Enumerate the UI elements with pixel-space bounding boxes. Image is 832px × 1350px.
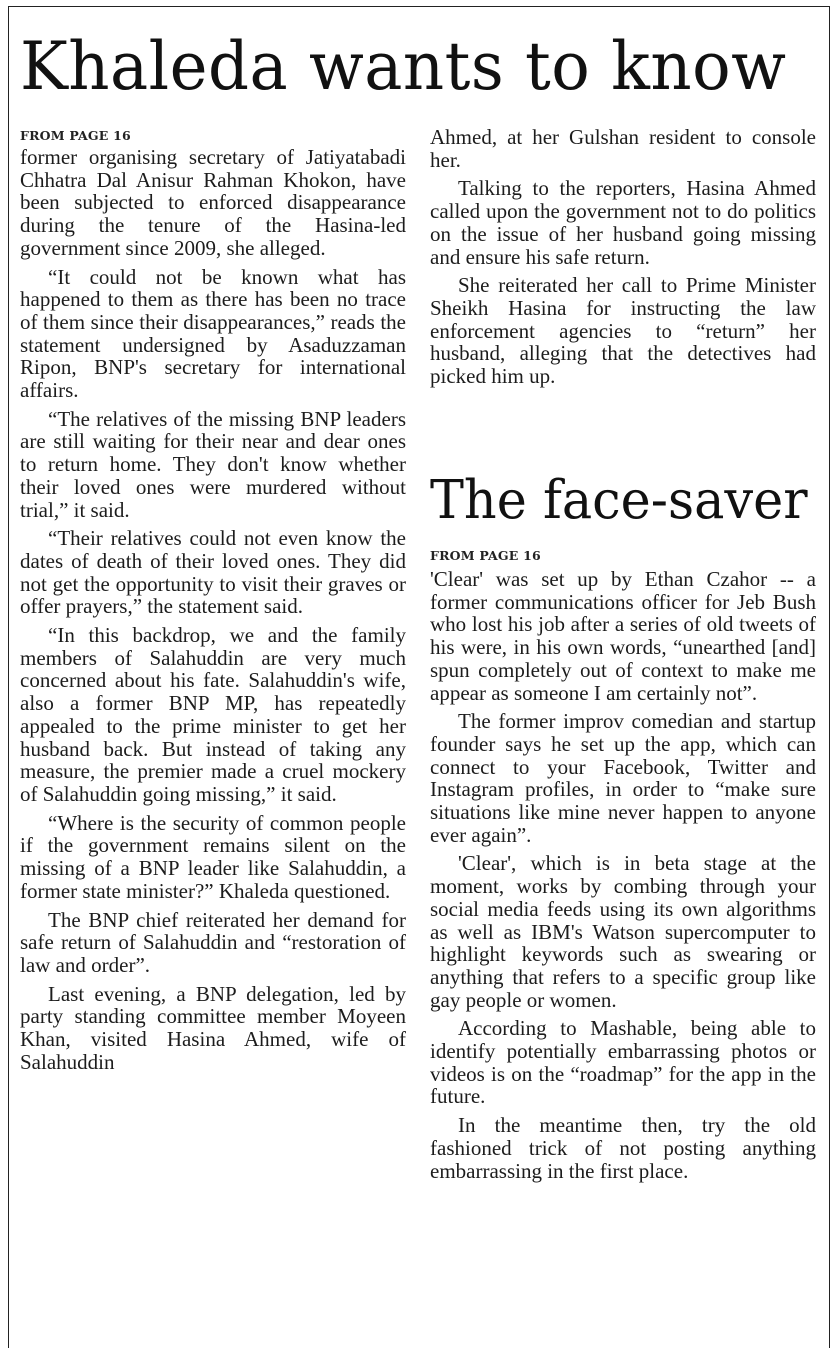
paragraph: She reiterated her call to Prime Minister Sheikh Hasina for instructing the law enforcement agencies to “return” her husband, alleging that the detectives had picked him up.: [430, 273, 816, 389]
paragraph: According to Mashable, being able to identify potentially embarrassing photos or videos is on the “roadmap” for the app in the future.: [430, 1016, 816, 1109]
article1-column-left: [20, 146, 406, 1346]
paragraph: “Their relatives could not even know the dates of death of their loved ones. They did not get the opportunity to visit their graves or offer prayers,” the statement said.: [20, 526, 406, 619]
headline-khaleda: Khaleda wants to know: [20, 28, 787, 105]
kicker-from-page-16: FROM PAGE 16: [20, 128, 131, 143]
article1-column-right: [430, 126, 816, 461]
kicker-from-page-16: FROM PAGE 16: [430, 548, 541, 563]
headline-face-saver: The face-saver: [430, 470, 808, 531]
paragraph: former organising secretary of Jatiyatabadi Chhatra Dal Anisur Rahman Khokon, have been subjected to enforced disappearance during the tenure of the Hasina-led government since 2009, she alleged.: [20, 146, 406, 260]
paragraph: “It could not be known what has happened to them as there has been no trace of them since their disappearances,” reads the statement undersigned by Asaduzzaman Ripon, BNP's secretary for international affairs.: [20, 264, 406, 403]
paragraph: Last evening, a BNP delegation, led by party standing committee member Moyeen Khan, visited Hasina Ahmed, wife of Salahuddin: [20, 981, 406, 1074]
paragraph: Ahmed, at her Gulshan resident to console her.: [430, 126, 816, 172]
paragraph: “The relatives of the missing BNP leaders are still waiting for their near and dear ones to return home. They don't know whether their loved ones were murdered without trial,” it said.: [20, 406, 406, 522]
paragraph: 'Clear' was set up by Ethan Czahor -- a former communications officer for Jeb Bush who lost his job after a series of old tweets of his were, in his own words, “unearthed [and] spun completely out of context to make me appear as someone I am certainly not”.: [430, 568, 816, 705]
paragraph: The BNP chief reiterated her demand for safe return of Salahuddin and “restoration of law and order”.: [20, 907, 406, 977]
paragraph: Talking to the reporters, Hasina Ahmed called upon the government not to do politics on the issue of her husband going missing and ensure his safe return.: [430, 176, 816, 269]
paragraph: The former improv comedian and startup founder says he set up the app, which can connect to your Facebook, Twitter and Instagram profiles, in order to “make sure situations like mine never happen to anyone ever again”.: [430, 709, 816, 847]
paragraph: In the meantime then, try the old fashioned trick of not posting anything embarrassing in the first place.: [430, 1113, 816, 1183]
paragraph: 'Clear', which is in beta stage at the moment, works by combing through your social media feeds using its own algorithms as well as IBM's Watson supercomputer to highlight keywords such as swearing or anything that refers to a specific group like gay people or women.: [430, 851, 816, 1012]
paragraph: “Where is the security of common people if the government remains silent on the missing of a BNP leader like Salahuddin, a former state minister?” Khaleda questioned.: [20, 810, 406, 903]
paragraph: “In this backdrop, we and the family members of Salahuddin are very much concerned about his fate. Salahuddin's wife, also a former BNP MP, has repeatedly appealed to the prime minister to get her husband back. But instead of taking any measure, the premier made a cruel mockery of Salahuddin going missing,” it said.: [20, 623, 406, 806]
article2-column: [430, 568, 816, 1343]
